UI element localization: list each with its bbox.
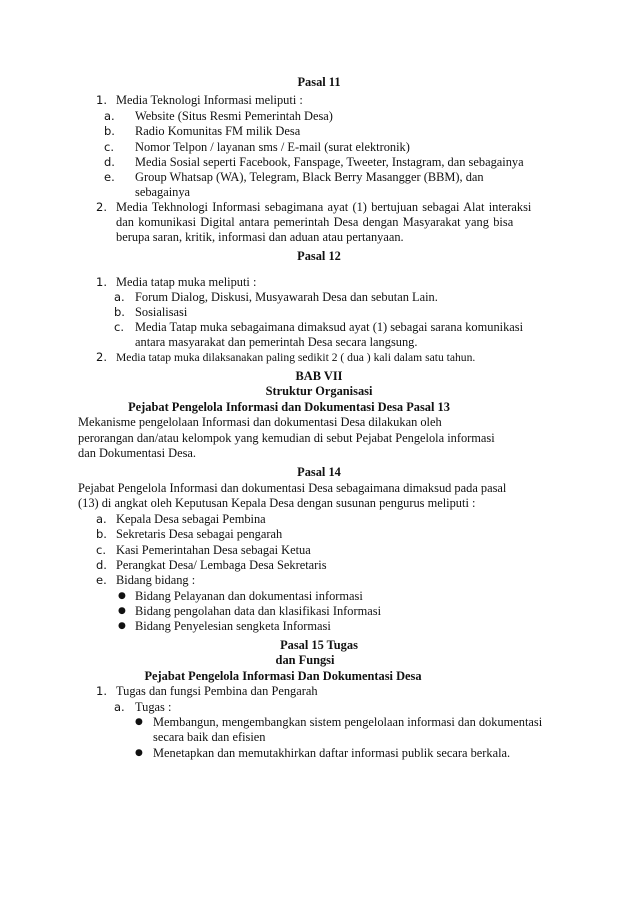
bullet-icon: ● — [135, 748, 143, 758]
p14-sub-e-text: Bidang bidang : — [116, 573, 196, 587]
bullet-icon: ● — [118, 606, 126, 616]
p11-sub-c-text: Nomor Telpon / layanan sms / E-mail (surat elektronik) — [135, 140, 410, 154]
bullet-icon: ● — [118, 621, 126, 631]
p15-bullet-1-text: Membangun, mengembangkan sistem pengelolaan informasi dan dokumentasi — [153, 715, 543, 729]
p14-bullet-3-text: Bidang Penyelesian sengketa Informasi — [135, 619, 331, 633]
p11-sub-c-marker: c. — [104, 140, 114, 154]
p11-sub-e-marker: e. — [104, 170, 115, 184]
bab-subtitle: Struktur Organisasi — [265, 384, 373, 398]
p11-sub-e-continuation: sebagainya — [135, 185, 191, 199]
p14-sub-a-text: Kepala Desa sebagai Pembina — [116, 512, 266, 526]
p14-sub-d-marker: d. — [96, 558, 107, 572]
p11-sub-e-text: Group Whatsap (WA), Telegram, Black Berry Masangger (BBM), dan — [135, 170, 484, 184]
p14-sub-a-marker: a. — [96, 512, 107, 526]
p12-item-2-text: Media tatap muka dilaksanakan paling sedikit 2 ( dua ) kali dalam satu tahun. — [116, 351, 476, 364]
p15-sub-a-text: Tugas : — [135, 700, 172, 714]
p14-sub-e-marker: e. — [96, 573, 107, 587]
p15-bullet-1-continuation: secara baik dan efisien — [153, 730, 266, 744]
p11-item-1-number: 1. — [96, 93, 107, 107]
p12-sub-b-marker: b. — [114, 305, 125, 319]
p14-bullet-1-text: Bidang Pelayanan dan dokumentasi informasi — [135, 589, 363, 603]
p14-sub-c-marker: c. — [96, 543, 106, 557]
pasal-15-title-line-2: dan Fungsi — [275, 653, 335, 667]
pasal-13-line-3: dan Dokumentasi Desa. — [78, 446, 197, 460]
p15-sub-a-marker: a. — [114, 700, 125, 714]
p11-sub-d-text: Media Sosial seperti Facebook, Fanspage, Tweeter, Instagram, dan sebagainya — [135, 155, 524, 169]
pasal-13-line-1: Mekanisme pengelolaan Informasi dan dokumentasi Desa dilakukan oleh — [78, 415, 442, 429]
pasal-13-line-2: perorangan dan/atau kelompok yang kemudian di sebut Pejabat Pengelola informasi — [78, 431, 495, 445]
pasal-15-title: Pasal 15 Tugas — [280, 638, 358, 652]
pasal-13-heading: Pejabat Pengelola Informasi dan Dokumentasi Desa Pasal 13 — [128, 400, 450, 414]
p11-item-2-line-2: dan komunikasi Digital antara pemerintah Desa dengan Masyarakat yang bisa — [116, 215, 514, 229]
p11-item-2-line-3: berupa saran, kritik, informasi dan aduan atau pertanyaan. — [116, 230, 404, 244]
p14-sub-b-text: Sekretaris Desa sebagai pengarah — [116, 527, 283, 541]
pasal-12-title: Pasal 12 — [297, 249, 341, 263]
p11-sub-a-text: Website (Situs Resmi Pemerintah Desa) — [135, 109, 333, 123]
p12-item-1-number: 1. — [96, 275, 107, 289]
bullet-icon: ● — [118, 591, 126, 601]
p11-sub-b-text: Radio Komunitas FM milik Desa — [135, 124, 301, 138]
p12-item-1-text: Media tatap muka meliputi : — [116, 275, 257, 289]
pasal-14-line-2: (13) di angkat oleh Keputusan Kepala Desa dengan susunan pengurus meliputi : — [78, 496, 476, 510]
p14-sub-b-marker: b. — [96, 527, 107, 541]
pasal-15-heading: Pejabat Pengelola Informasi Dan Dokumentasi Desa — [144, 669, 422, 683]
p14-sub-c-text: Kasi Pemerintahan Desa sebagai Ketua — [116, 543, 311, 557]
p11-sub-b-marker: b. — [104, 124, 115, 138]
bab-title: BAB VII — [295, 369, 343, 383]
p11-item-1-text: Media Teknologi Informasi meliputi : — [116, 93, 303, 107]
p12-sub-a-marker: a. — [114, 290, 125, 304]
pasal-14-title: Pasal 14 — [297, 465, 341, 479]
p11-item-2-line-1: Media Tekhnologi Informasi sebagimana ayat (1) bertujuan sebagai Alat interaksi — [116, 200, 532, 214]
p12-item-2-number: 2. — [96, 350, 107, 364]
p15-item-1-text: Tugas dan fungsi Pembina dan Pengarah — [116, 684, 318, 698]
pasal-14-line-1: Pejabat Pengelola Informasi dan dokumentasi Desa sebagaimana dimaksud pada pasal — [78, 481, 507, 495]
p11-sub-a-marker: a. — [104, 109, 115, 123]
p15-item-1-number: 1. — [96, 684, 107, 698]
p11-item-2-number: 2. — [96, 200, 107, 214]
p15-bullet-2-text: Menetapkan dan memutakhirkan daftar informasi publik secara berkala. — [153, 746, 511, 760]
bullet-icon: ● — [135, 717, 143, 727]
p12-sub-a-text: Forum Dialog, Diskusi, Musyawarah Desa dan sebutan Lain. — [135, 290, 438, 304]
p14-sub-d-text: Perangkat Desa/ Lembaga Desa Sekretaris — [116, 558, 327, 572]
pasal-11-title: Pasal 11 — [297, 75, 341, 89]
p12-sub-c-continuation: antara masyarakat dan pemerintah Desa secara langsung. — [135, 335, 418, 349]
p12-sub-b-text: Sosialisasi — [135, 305, 188, 319]
p12-sub-c-marker: c. — [114, 320, 124, 334]
p14-bullet-2-text: Bidang pengolahan data dan klasifikasi Informasi — [135, 604, 382, 618]
p12-sub-c-text: Media Tatap muka sebagaimana dimaksud ayat (1) sebagai sarana komunikasi — [135, 320, 524, 334]
p11-sub-d-marker: d. — [104, 155, 115, 169]
